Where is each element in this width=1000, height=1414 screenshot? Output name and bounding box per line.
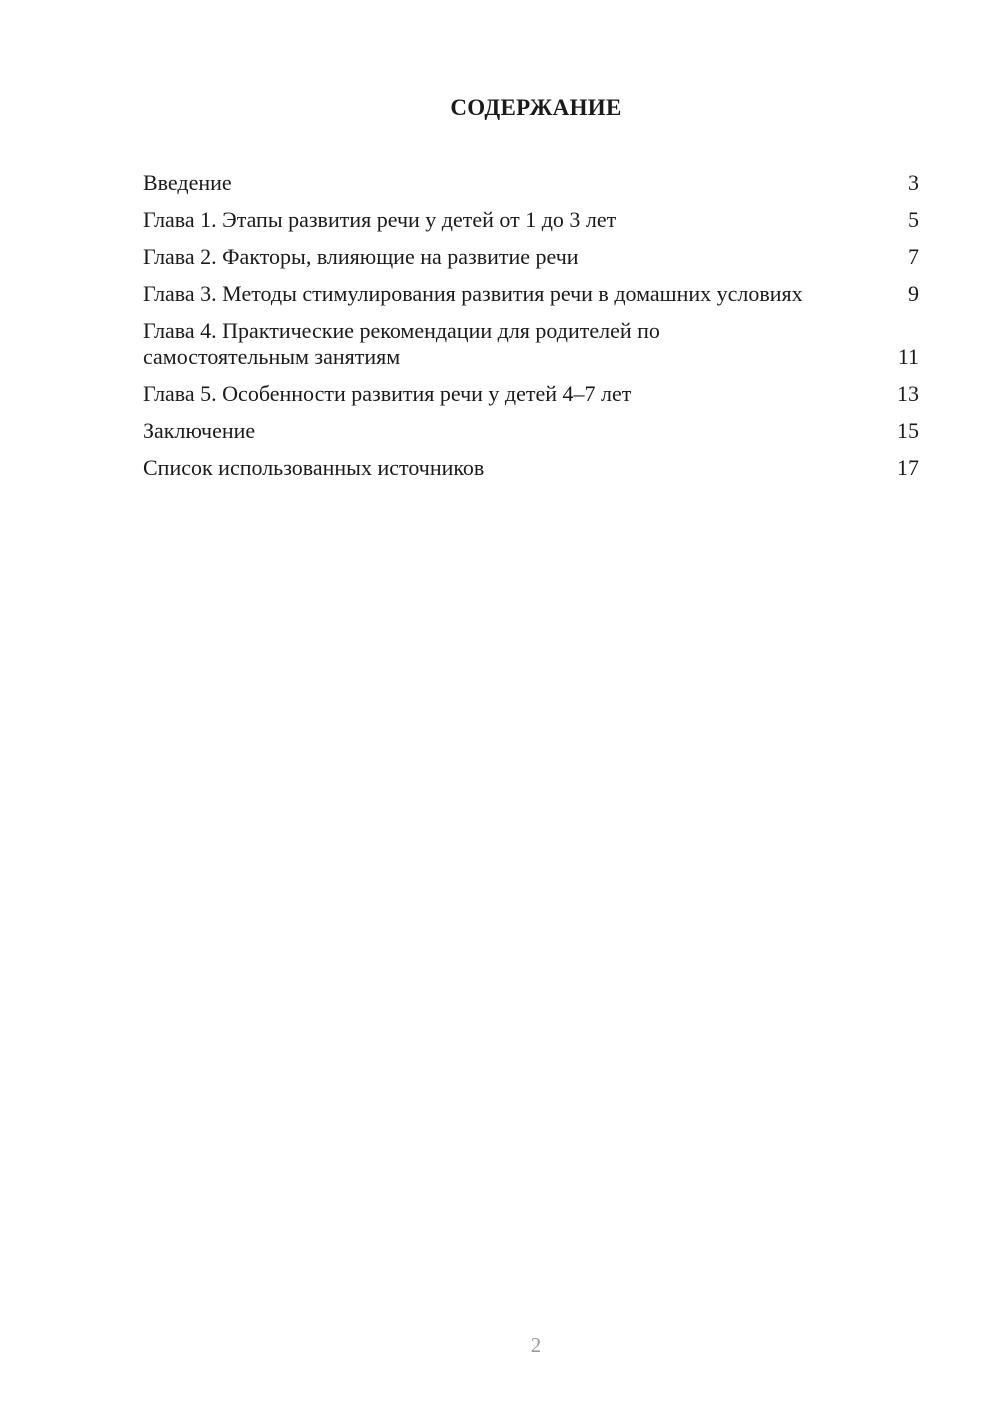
toc-entry-page: 11 <box>897 344 919 369</box>
toc-entry-introduction <box>143 170 919 196</box>
toc-entry-title: Глава 1. Этапы развития речи у детей от 1 до 3 лет <box>143 207 617 232</box>
toc-entry-chapter-2 <box>143 244 919 270</box>
toc-entry-chapter-3 <box>143 281 919 307</box>
toc-entry-chapter-1 <box>143 207 919 233</box>
toc-entry-page: 13 <box>897 381 919 406</box>
toc-entry-title: Введение <box>143 170 232 195</box>
toc-heading: СОДЕРЖАНИЕ <box>450 95 622 120</box>
toc-entry-chapter-4 <box>143 318 919 370</box>
toc-entry-conclusion <box>143 418 919 444</box>
toc-entry-references <box>143 455 919 481</box>
toc-entry-page: 15 <box>897 418 919 443</box>
toc-entry-title: Глава 5. Особенности развития речи у детей 4–7 лет <box>143 381 632 406</box>
toc-entry-page: 3 <box>908 170 919 195</box>
toc-entry-title: Глава 4. Практические рекомендации для родителей по самостоятельным занятиям <box>143 318 660 369</box>
toc-entry-title: Глава 3. Методы стимулирования развития речи в домашних условиях <box>143 281 803 306</box>
toc-entry-page: 5 <box>908 207 919 232</box>
toc-entry-chapter-5 <box>143 381 919 407</box>
table-of-contents <box>143 170 919 492</box>
toc-entry-title: Глава 2. Факторы, влияющие на развитие речи <box>143 244 579 269</box>
page-number: 2 <box>530 1333 542 1357</box>
toc-entry-page: 9 <box>908 281 919 306</box>
toc-entry-page: 17 <box>897 455 919 480</box>
toc-entry-title: Заключение <box>143 418 256 443</box>
toc-entry-page: 7 <box>908 244 919 269</box>
toc-entry-title: Список использованных источников <box>143 455 485 480</box>
